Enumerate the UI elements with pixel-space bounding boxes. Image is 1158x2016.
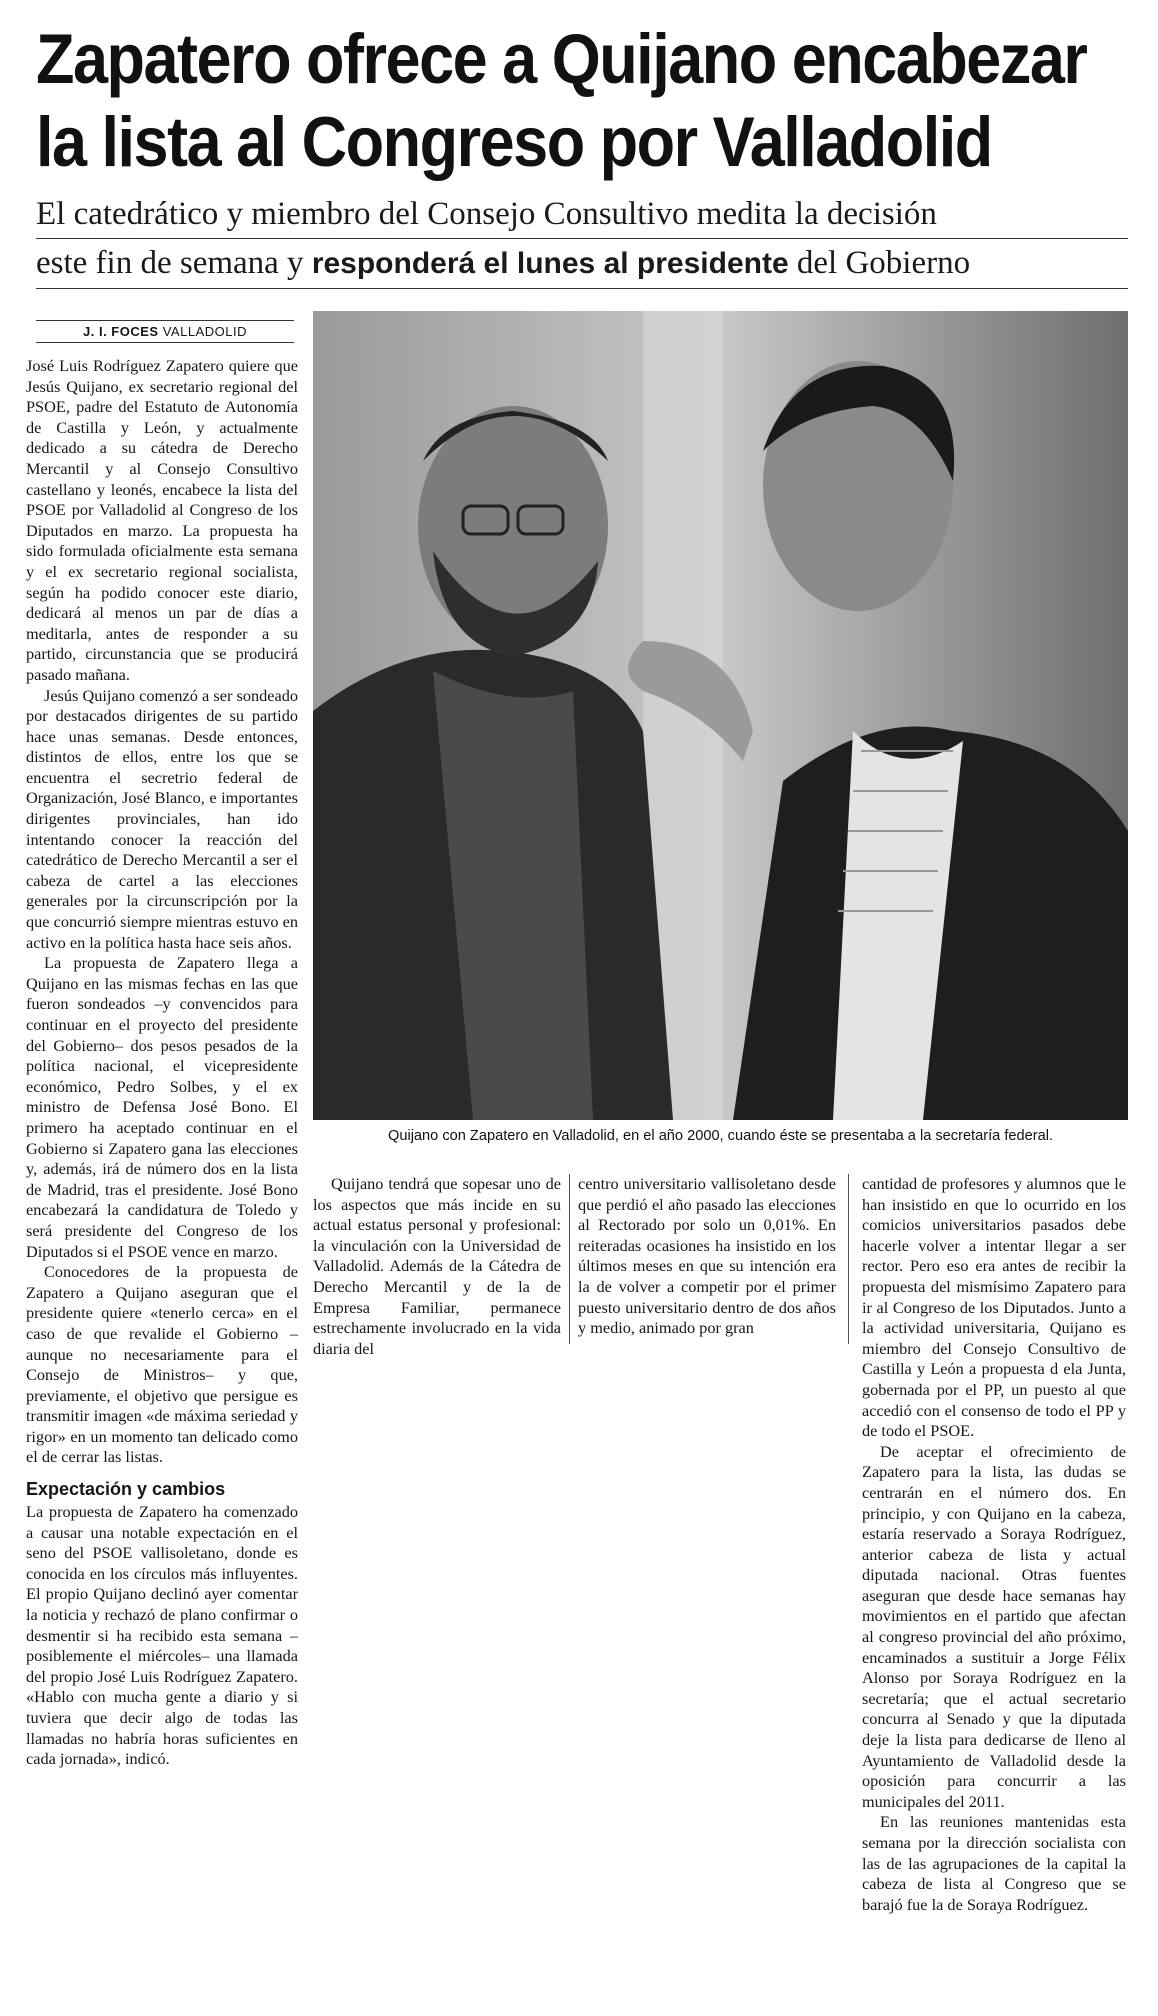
paragraph-6: Quijano tendrá que sopesar uno de los aspectos que más incide en su actual estatus personal y profesional: la vinculación con la Universidad de Valladolid. Además de la Cátedra de Derecho Mercantil y de la de Empresa Familiar, permanece estrechamente involucrado en la vida diaria del xyxy=(313,1174,561,1358)
subheadline xyxy=(36,190,1128,289)
section-subtitle: Expectación y cambios xyxy=(26,1479,226,1500)
byline-author: J. I. FOCES xyxy=(83,324,159,339)
photo-caption: Quijano con Zapatero en Valladolid, en el año 2000, cuando éste se presentaba a la secretaría federal. xyxy=(387,1128,1053,1144)
subhead-line-2 xyxy=(36,239,1128,289)
article-column-1 xyxy=(26,356,298,1770)
photo-illustration xyxy=(313,311,1128,1120)
article-column-2 xyxy=(313,1174,561,1359)
subhead-text-b: del Gobierno xyxy=(788,245,971,281)
subhead-line-1: El catedrático y miembro del Consejo Consultivo medita la decisión xyxy=(36,190,1128,239)
article-column-4 xyxy=(862,1174,1126,1915)
news-photo xyxy=(313,311,1128,1120)
paragraph-9: De aceptar el ofrecimiento de Zapatero para la lista, las dudas se centrarán en el número dos. En principio, y con Quijano en la cabeza, estaría reservado a Soraya Rodríguez, anterior cabeza de lista y actual diputada nacional. Otras fuentes aseguran que desde hace semanas hay movimientos en el partido que afectan al congreso provincial del año próximo, encaminados a sustituir a Jorge Félix Alonso por Soraya Rodríguez en la secretaría; que el actual secretario concurra al Senado y que la diputada deje la lista para dedicarse de lleno al Ayuntamiento de Valladolid desde la oposición para concurrir a las municipales del 2011. xyxy=(862,1441,1126,1811)
paragraph-8: cantidad de profesores y alumnos que le han insistido en que lo ocurrido en los comicios universitarios pasados debe hacerle volver a intentar llegar a ser rector. Pero eso era antes de recibir la propuesta del mismísimo Zapatero para ir al Congreso de los Diputados. Junto a la actividad universitaria, Quijano es miembro del Consejo Consultivo de Castilla y León a propuesta d ela Junta, gobernada por el PP, un puesto al que accedió con el consenso de todo el PP y de todo el PSOE. xyxy=(862,1174,1126,1441)
headline xyxy=(36,18,1136,184)
paragraph-4: Conocedores de la propuesta de Zapatero a Quijano aseguran que el presidente quiere «tenerlo cerca» en el caso de que revalide el Gobierno –aunque no necesariamente para el Consejo de Ministros– y que, previamente, el objetivo que persigue es transmitir imagen «de máxima seriedad y rigor» en un momento tan delicado como el de cerrar las listas. xyxy=(26,1262,298,1467)
paragraph-7: centro universitario vallisoletano desde que perdió el año pasado las elecciones al Rectorado por solo un 0,01%. En reiteradas ocasiones ha insistido en los últimos meses en que su intención era la de volver a competir por el primer puesto universitario dentro de dos años y medio, animado por gran xyxy=(578,1174,836,1338)
headline-line-1: Zapatero ofrece a Quijano encabezar xyxy=(36,20,1087,99)
subhead-text-a: este fin de semana y xyxy=(36,245,312,281)
column-divider-2 xyxy=(848,1174,849,1344)
paragraph-1: José Luis Rodríguez Zapatero quiere que Jesús Quijano, ex secretario regional del PSOE, padre del Estatuto de Autonomía de Castilla y León, y actualmente dedicado a su cátedra de Derecho Mercantil y al Consejo Consultivo castellano y leonés, encabece la lista del PSOE por Valladolid al Congreso de los Diputados en marzo. La propuesta ha sido formulada oficialmente esta semana y el ex secretario regional socialista, según ha podido conocer este diario, dedicará al menos un par de días a meditarla, antes de responder a su partido, circunstancia que se producirá pasado mañana. xyxy=(26,356,298,684)
column-divider-1 xyxy=(569,1174,570,1344)
paragraph-5: La propuesta de Zapatero ha comenzado a causar una notable expectación en el seno del PSOE vallisoletano, donde es conocida en los círculos más influyentes. El propio Quijano declinó ayer comentar la noticia y rechazó de plano confirmar o desmentir si ha recibido esta semana –posiblemente el miércoles– una llamada del propio José Luis Rodríguez Zapatero. «Hablo con mucha gente a diario y si tuviera que decir algo de todas las llamadas no habría horas suficientes en cada jornada», indicó. xyxy=(26,1502,298,1769)
subhead-bold-text: responderá el lunes al presidente xyxy=(311,247,789,280)
article-column-3 xyxy=(578,1174,836,1339)
paragraph-10: En las reuniones mantenidas esta semana por la dirección socialista con las de las agrupaciones de la capital la cabeza de lista al Congreso que se barajó fue la de Soraya Rodríguez. xyxy=(862,1812,1126,1914)
headline-line-2: la lista al Congreso por Valladolid xyxy=(36,103,992,182)
byline-place: VALLADOLID xyxy=(162,324,247,339)
paragraph-2: Jesús Quijano comenzó a ser sondeado por destacados dirigentes de su partido hace unas semanas. Desde entonces, distintos de ellos, entre los que se encuentra el secretrio federal de Organización, José Blanco, e importantes dirigentes provinciales, han ido intentando conocer la reacción del catedrático de Derecho Mercantil a ser el cabeza de cartel a las elecciones generales por la circunscripción por la que concurrió siempre mientras estuvo en activo en la política hasta hace seis años. xyxy=(26,685,298,952)
byline xyxy=(36,320,294,343)
paragraph-3: La propuesta de Zapatero llega a Quijano en las mismas fechas en las que fueron sondeados –y convencidos para continuar en el proyecto del presidente del Gobierno– dos pesos pesados de la política nacional, el vicepresidente económico, Pedro Solbes, y el ex ministro de Defensa José Bono. El primero ha aceptado continuar en el Gobierno si Zapatero gana las elecciones y, además, irá de número dos en la lista de Madrid, tras el presidente. José Bono encabezará la candidatura de Toledo y será presidente del Congreso de los Diputados si el PSOE vence en marzo. xyxy=(26,953,298,1261)
